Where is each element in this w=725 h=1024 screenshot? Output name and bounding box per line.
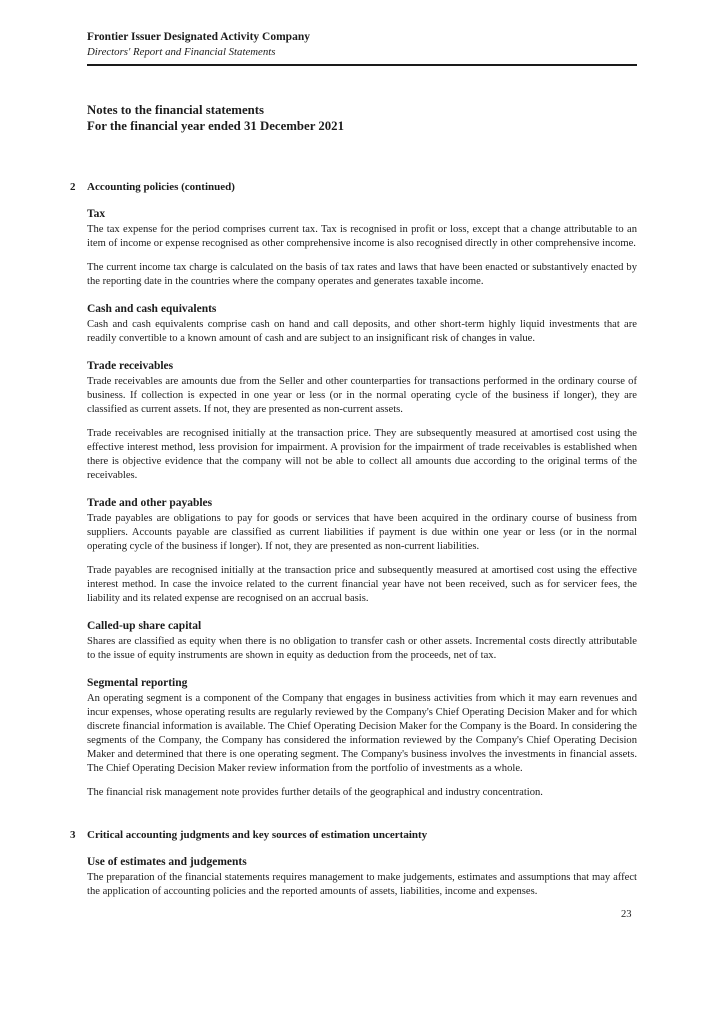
document-title-line2: For the financial year ended 31 December 2021 xyxy=(87,119,344,133)
section-accounting-policies xyxy=(70,180,637,800)
paragraph: The financial risk management note provides further details of the geographical and industry concentration. xyxy=(87,787,543,798)
subsection-tax xyxy=(87,207,637,289)
subsection-heading: Segmental reporting xyxy=(87,677,188,689)
paragraph: Trade receivables are recognised initially at the transaction price. They are subsequently measured at amortised cost using the effective interest method, less provision for impairment. A provision for the impairment of trade receivables is established when there is objective evidence that the company will not be able to collect all amounts due according to the original terms of the receivables. xyxy=(87,428,637,481)
subsection-use-of-estimates-and-judgements xyxy=(87,855,637,899)
paragraph: The preparation of the financial statements requires management to make judgements, estimates and assumptions that may affect the application of accounting policies and the reported amounts of assets, liabilities, income and expenses. xyxy=(87,872,637,897)
subsection-cash-and-cash-equivalents xyxy=(87,302,637,346)
document-title-line1: Notes to the financial statements xyxy=(87,103,264,117)
section-heading xyxy=(70,828,637,842)
subsection-heading: Called-up share capital xyxy=(87,620,202,632)
paragraph: Cash and cash equivalents comprise cash on hand and call deposits, and other short-term highly liquid investments that are readily convertible to a known amount of cash and are subject to an insignificant risk of changes in value. xyxy=(87,319,637,344)
subsection-trade-and-other-payables xyxy=(87,496,637,606)
paragraph: Trade payables are recognised initially at the transaction price and subsequently measured at amortised cost using the effective interest method. In case the invoice related to the current financial year have not been received, such as for servicer fees, the liability and its related expense are recognised on an accrual basis. xyxy=(87,565,637,604)
section-heading xyxy=(70,180,637,194)
paragraph: The current income tax charge is calculated on the basis of tax rates and laws that have been enacted or substantively enacted by the reporting date in the countries where the company operates and generates taxable income. xyxy=(87,262,637,287)
subsection-heading: Use of estimates and judgements xyxy=(87,856,247,868)
section-number: 3 xyxy=(70,829,76,841)
page-number: 23 xyxy=(621,909,632,920)
subsection-called-up-share-capital xyxy=(87,619,637,663)
paragraph: Shares are classified as equity when there is no obligation to transfer cash or other assets. Incremental costs directly attributable to the issue of equity instruments are shown in equity as deduction from the proceeds, net of tax. xyxy=(87,636,637,661)
subsection-segmental-reporting xyxy=(87,676,637,800)
document-page xyxy=(70,30,637,899)
subsection-heading: Cash and cash equivalents xyxy=(87,303,217,315)
subsection-trade-receivables xyxy=(87,359,637,483)
section-title: Accounting policies (continued) xyxy=(87,181,235,193)
paragraph: An operating segment is a component of the Company that engages in business activities from which it may earn revenues and incur expenses, whose operating results are regularly reviewed by the Company's Chief Operating Decision Maker and for which discrete financial information is available. The Chief Operating Decision Maker for the Company is the Board. In considering the segments of the Company, the Company has considered the information reviewed by the Company's Chief Operating Decision Maker and determined that there is one operating segment. The Company's business involves the investments in financial assets. The Chief Operating Decision Maker review information from the portfolio of investments as a whole. xyxy=(87,693,637,774)
section-title: Critical accounting judgments and key sources of estimation uncertainty xyxy=(87,829,428,841)
subsection-heading: Trade and other payables xyxy=(87,497,213,509)
company-name: Frontier Issuer Designated Activity Company xyxy=(87,31,310,43)
page-header xyxy=(87,30,637,66)
document-title xyxy=(87,102,637,134)
subsection-heading: Trade receivables xyxy=(87,360,174,372)
section-critical-accounting-judgments xyxy=(70,828,637,899)
section-number: 2 xyxy=(70,181,76,193)
report-subtitle: Directors' Report and Financial Statements xyxy=(87,46,276,58)
paragraph: Trade payables are obligations to pay for goods or services that have been acquired in the ordinary course of business from suppliers. Accounts payable are classified as current liabilities if payment is due within one year or less (or in the normal operating cycle of the business if longer). If not, they are presented as non-current liabilities. xyxy=(87,513,637,552)
paragraph: The tax expense for the period comprises current tax. Tax is recognised in profit or loss, except that a change attributable to an item of income or expense recognised as other comprehensive income is also recognised directly in other comprehensive income. xyxy=(87,224,637,249)
paragraph: Trade receivables are amounts due from the Seller and other counterparties for transactions performed in the ordinary course of business. If collection is expected in one year or less (or in the normal operating cycle of the business if longer), they are classified as current assets. If not, they are presented as non-current assets. xyxy=(87,376,637,415)
subsection-heading: Tax xyxy=(87,208,106,220)
